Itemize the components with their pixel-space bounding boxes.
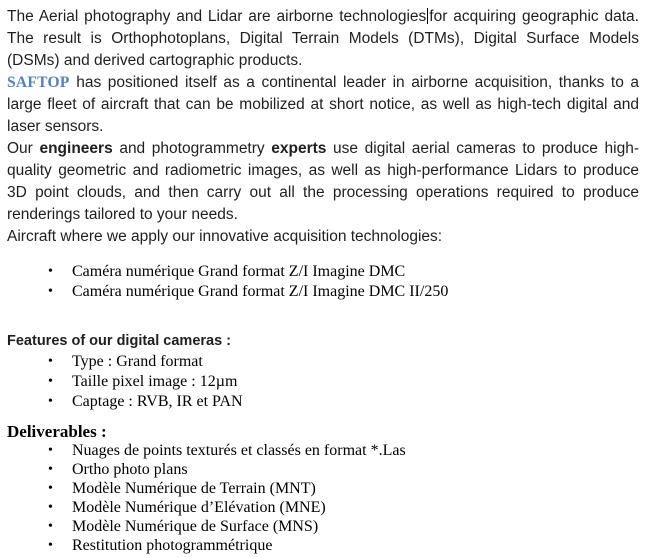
bullet-icon: • <box>48 284 53 299</box>
list-item-text: Modèle Numérique de Terrain (MNT) <box>72 480 316 497</box>
features-list <box>7 352 639 412</box>
list-item-text: Caméra numérique Grand format Z/I Imagine DMC II/250 <box>72 283 449 300</box>
brand-name: SAFTOP <box>7 74 70 91</box>
list-item-text: Nuages de points texturés et classés en format *.Las <box>72 442 406 459</box>
list-item-text: Ortho photo plans <box>72 461 188 478</box>
list-item <box>7 372 639 392</box>
saftop-text: has positioned itself as a continental leader in airborne acquisition, thanks to a large fleet of aircraft that can be mobilized at short notice, as well as high-tech digital and laser sensors. <box>7 74 639 135</box>
deliverables-heading: Deliverables : <box>7 422 107 441</box>
list-item <box>7 479 639 498</box>
team-bold-engineers: engineers <box>39 140 113 157</box>
deliverables-list <box>7 441 639 555</box>
paragraph-intro <box>7 6 639 72</box>
list-item-text: Modèle Numérique de Surface (MNS) <box>72 518 319 535</box>
bullet-icon: • <box>48 374 53 389</box>
list-item <box>7 441 639 460</box>
list-item-text: Captage : RVB, IR et PAN <box>72 393 243 410</box>
bullet-icon: • <box>48 462 53 477</box>
list-item <box>7 392 639 412</box>
team-bold-experts: experts <box>271 140 327 157</box>
team-text-3: use digital aerial cameras to produce high-quality geometric and radiometric images, as well as high-performance Lidars to produce 3D point clouds, and then carry out all the processing operations required to produce renderings tailored to your needs. <box>7 140 639 223</box>
camera-list <box>7 262 639 302</box>
list-item-text: Restitution photogrammétrique <box>72 537 273 554</box>
list-item-text: Modèle Numérique d’Elévation (MNE) <box>72 499 326 516</box>
bullet-icon: • <box>48 481 53 496</box>
list-item <box>7 460 639 479</box>
paragraph-saftop <box>7 72 639 138</box>
bullet-icon: • <box>48 354 53 369</box>
intro-text-before-cursor: The Aerial photography and Lidar are airborne technologies <box>7 8 427 25</box>
team-text-2: and photogrammetry <box>112 140 272 157</box>
list-item <box>7 517 639 536</box>
bullet-icon: • <box>48 264 53 279</box>
list-item-text: Taille pixel image : 12µm <box>72 373 238 390</box>
features-heading: Features of our digital cameras : <box>7 333 232 349</box>
list-item-text: Caméra numérique Grand format Z/I Imagine DMC <box>72 263 406 280</box>
list-item <box>7 282 639 302</box>
list-item <box>7 262 639 282</box>
intro-text-after-cursor: for acquiring geographic data. The result is Orthophotoplans, Digital Terrain Models (DTMs), Digital Surface Models (DSMs) and derived cartographic products. <box>7 8 639 69</box>
list-item-text: Type : Grand format <box>72 353 203 370</box>
bullet-icon: • <box>48 538 53 553</box>
bullet-icon: • <box>48 394 53 409</box>
team-text-1: Our <box>7 140 40 157</box>
list-item <box>7 352 639 372</box>
paragraph-team <box>7 138 639 226</box>
list-item <box>7 536 639 555</box>
bullet-icon: • <box>48 519 53 534</box>
paragraph-aircraft-intro: Aircraft where we apply our innovative acquisition technologies: <box>7 228 443 245</box>
bullet-icon: • <box>48 443 53 458</box>
bullet-icon: • <box>48 500 53 515</box>
list-item <box>7 498 639 517</box>
